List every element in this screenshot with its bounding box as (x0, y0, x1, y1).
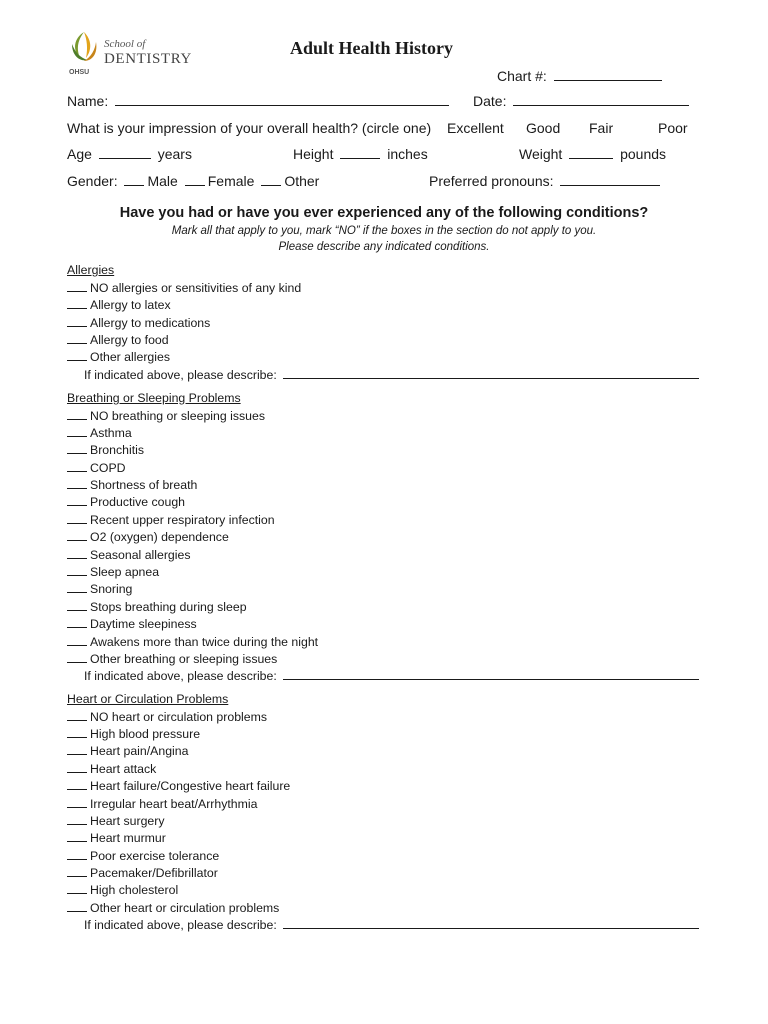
list-item (67, 349, 170, 364)
heart-section-title: Heart or Circulation Problems (67, 692, 229, 706)
gender-female-blank[interactable] (185, 174, 205, 186)
list-item (67, 442, 144, 457)
gender-other-blank[interactable] (261, 174, 281, 186)
checkbox-blank[interactable] (67, 813, 87, 825)
item-label: Snoring (90, 582, 133, 596)
item-label: Allergy to medications (90, 316, 211, 330)
chart-number-label: Chart #: (497, 68, 547, 84)
list-item (67, 796, 257, 811)
list-item (67, 529, 229, 544)
breathing-describe-field[interactable] (283, 668, 699, 680)
date-label: Date: (473, 93, 507, 109)
gender-option-female: Female (207, 173, 255, 189)
item-label: High blood pressure (90, 727, 201, 741)
list-item (67, 848, 219, 863)
item-label: NO breathing or sleeping issues (90, 409, 265, 423)
item-label: Allergy to latex (90, 298, 171, 312)
checkbox-blank[interactable] (67, 581, 87, 593)
item-label: Heart murmur (90, 831, 166, 845)
checkbox-blank[interactable] (67, 726, 87, 738)
item-label: Bronchitis (90, 443, 144, 457)
list-item (67, 830, 166, 845)
list-item (67, 778, 290, 793)
list-item (67, 634, 318, 649)
list-item (67, 761, 156, 776)
age-label: Age (67, 146, 92, 162)
breathing-section-title: Breathing or Sleeping Problems (67, 391, 241, 405)
checkbox-blank[interactable] (67, 529, 87, 541)
impression-question: What is your impression of your overall health? (circle one) (67, 120, 432, 136)
checkbox-blank[interactable] (67, 830, 87, 842)
checkbox-blank[interactable] (67, 564, 87, 576)
age-row (67, 146, 192, 162)
list-item (67, 900, 279, 915)
list-item (67, 297, 171, 312)
date-row (473, 93, 689, 109)
list-item (67, 581, 132, 596)
chart-number-field[interactable] (554, 69, 662, 81)
checkbox-blank[interactable] (67, 512, 87, 524)
breathing-describe-row (84, 668, 699, 683)
checkbox-blank[interactable] (67, 332, 87, 344)
height-field[interactable] (340, 147, 380, 159)
checkbox-blank[interactable] (67, 297, 87, 309)
list-item (67, 882, 178, 897)
item-label: NO heart or circulation problems (90, 710, 268, 724)
conditions-note-2: Please describe any indicated conditions. (278, 241, 490, 253)
list-item (67, 813, 165, 828)
gender-option-male: Male (147, 173, 178, 189)
allergies-section-title: Allergies (67, 263, 115, 277)
height-unit: inches (387, 146, 428, 162)
checkbox-blank[interactable] (67, 599, 87, 611)
logo-dentistry: DENTISTRY (104, 51, 192, 67)
item-label: NO allergies or sensitivities of any kind (90, 281, 302, 295)
name-field[interactable] (115, 94, 449, 106)
list-item (67, 512, 275, 527)
checkbox-blank[interactable] (67, 796, 87, 808)
item-label: Shortness of breath (90, 478, 198, 492)
item-label: Heart surgery (90, 814, 165, 828)
checkbox-blank[interactable] (67, 408, 87, 420)
checkbox-blank[interactable] (67, 280, 87, 292)
item-label: Other breathing or sleeping issues (90, 652, 278, 666)
checkbox-blank[interactable] (67, 900, 87, 912)
item-label: Allergy to food (90, 333, 169, 347)
allergies-describe-row (84, 367, 699, 382)
item-label: Heart attack (90, 762, 157, 776)
impression-option-good[interactable]: Good (526, 120, 561, 136)
pronouns-label: Preferred pronouns: (429, 173, 554, 189)
list-item (67, 709, 267, 724)
item-label: Productive cough (90, 495, 186, 509)
list-item (67, 408, 265, 423)
list-item (67, 477, 197, 492)
describe-label: If indicated above, please describe: (84, 368, 277, 382)
list-item (67, 651, 277, 666)
weight-row (519, 146, 666, 162)
checkbox-blank[interactable] (67, 460, 87, 472)
checkbox-blank[interactable] (67, 616, 87, 628)
page-title: Adult Health History (290, 38, 454, 58)
checkbox-blank[interactable] (67, 425, 87, 437)
age-field[interactable] (99, 147, 151, 159)
describe-label: If indicated above, please describe: (84, 918, 277, 932)
allergies-describe-field[interactable] (283, 367, 699, 379)
item-label: Poor exercise tolerance (90, 849, 220, 863)
weight-unit: pounds (620, 146, 667, 162)
checkbox-blank[interactable] (67, 848, 87, 860)
item-label: Asthma (90, 426, 132, 440)
item-label: Awakens more than twice during the night (90, 635, 319, 649)
height-row (293, 146, 428, 162)
item-label: Heart failure/Congestive heart failure (90, 779, 291, 793)
name-label: Name: (67, 93, 109, 109)
item-label: Other allergies (90, 350, 170, 364)
impression-option-fair[interactable]: Fair (589, 120, 614, 136)
impression-option-excellent[interactable]: Excellent (447, 120, 504, 136)
pronouns-field[interactable] (560, 174, 660, 186)
weight-label: Weight (519, 146, 563, 162)
height-label: Height (293, 146, 334, 162)
list-item (67, 743, 188, 758)
date-field[interactable] (513, 94, 689, 106)
pronouns-row (429, 173, 660, 189)
conditions-note-1: Mark all that apply to you, mark “NO” if the boxes in the section do not apply to you. (171, 225, 597, 237)
list-item (67, 332, 169, 347)
list-item (67, 315, 210, 330)
name-row (67, 93, 449, 109)
list-item (67, 425, 132, 440)
gender-row (67, 173, 319, 189)
list-item (67, 726, 200, 741)
describe-label: If indicated above, please describe: (84, 669, 277, 683)
checkbox-blank[interactable] (67, 709, 87, 721)
chart-number-row (497, 68, 662, 84)
ohsu-leaf-logo-icon (66, 28, 102, 72)
list-item (67, 547, 191, 562)
list-item (67, 280, 301, 295)
checkbox-blank[interactable] (67, 651, 87, 663)
item-label: O2 (oxygen) dependence (90, 530, 229, 544)
item-label: Daytime sleepiness (90, 617, 197, 631)
item-label: Recent upper respiratory infection (90, 513, 275, 527)
checkbox-blank[interactable] (67, 882, 87, 894)
gender-male-blank[interactable] (124, 174, 144, 186)
checkbox-blank[interactable] (67, 761, 87, 773)
checkbox-blank[interactable] (67, 778, 87, 790)
item-label: High cholesterol (90, 883, 179, 897)
logo-school-of: School of (104, 38, 146, 50)
checkbox-blank[interactable] (67, 349, 87, 361)
checkbox-blank[interactable] (67, 865, 87, 877)
item-label: Heart pain/Angina (90, 744, 189, 758)
gender-option-other: Other (284, 173, 320, 189)
list-item (67, 564, 159, 579)
item-label: Other heart or circulation problems (90, 901, 280, 915)
logo-ohsu: OHSU (69, 69, 90, 76)
checkbox-blank[interactable] (67, 315, 87, 327)
item-label: Irregular heart beat/Arrhythmia (90, 797, 258, 811)
checkbox-blank[interactable] (67, 442, 87, 454)
heart-describe-field[interactable] (283, 917, 699, 929)
checkbox-blank[interactable] (67, 477, 87, 489)
list-item (67, 460, 126, 475)
list-item (67, 599, 247, 614)
weight-field[interactable] (569, 147, 613, 159)
list-item (67, 616, 197, 631)
impression-option-poor[interactable]: Poor (658, 120, 688, 136)
gender-label: Gender: (67, 173, 118, 189)
item-label: Pacemaker/Defibrillator (90, 866, 218, 880)
item-label: Seasonal allergies (90, 548, 191, 562)
item-label: Sleep apnea (90, 565, 160, 579)
item-label: COPD (90, 461, 126, 475)
checkbox-blank[interactable] (67, 743, 87, 755)
checkbox-blank[interactable] (67, 494, 87, 506)
heart-describe-row (84, 917, 699, 932)
age-unit: years (157, 146, 192, 162)
item-label: Stops breathing during sleep (90, 600, 247, 614)
list-item (67, 494, 185, 509)
conditions-heading: Have you had or have you ever experienced any of the following conditions? (119, 205, 649, 221)
checkbox-blank[interactable] (67, 634, 87, 646)
checkbox-blank[interactable] (67, 547, 87, 559)
list-item (67, 865, 218, 880)
